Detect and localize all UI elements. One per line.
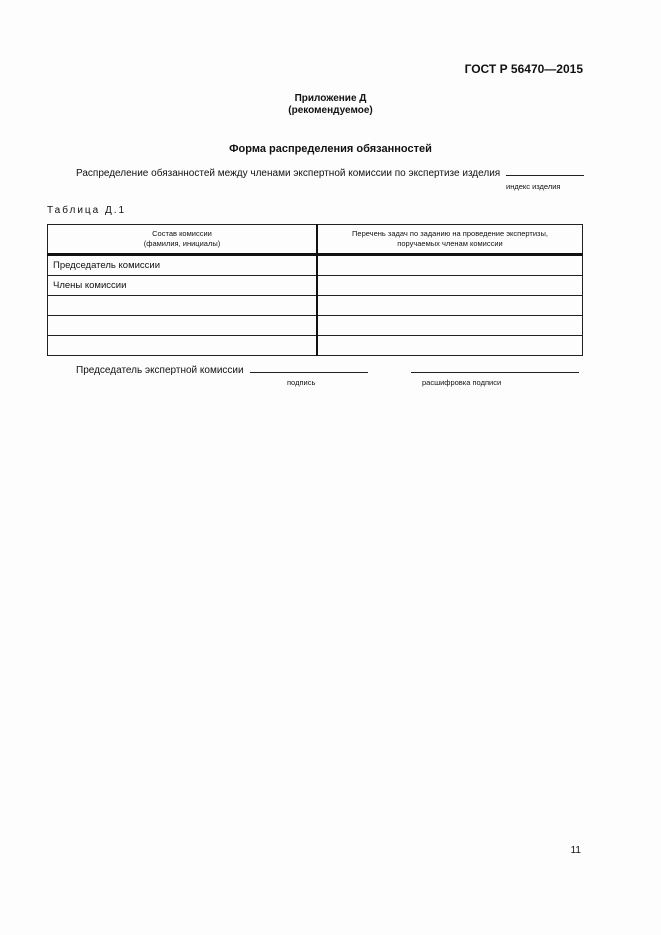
table-cell[interactable] bbox=[317, 255, 583, 276]
table-cell[interactable] bbox=[48, 316, 318, 336]
signature-label: Председатель экспертной комиссии bbox=[76, 365, 244, 376]
table-row bbox=[48, 276, 583, 296]
signature-line bbox=[76, 365, 579, 376]
table-row bbox=[48, 296, 583, 316]
product-index-caption: индекс изделия bbox=[506, 182, 561, 191]
intro-text: Распределение обязанностей между членами экспертной комиссии по экспертизе изделия bbox=[76, 168, 501, 179]
table-label: Таблица Д.1 bbox=[47, 205, 127, 216]
annex-heading bbox=[0, 93, 661, 117]
product-index-field[interactable] bbox=[506, 175, 584, 176]
page-number: 11 bbox=[570, 845, 581, 856]
annex-status: (рекомендуемое) bbox=[288, 105, 373, 116]
table-cell[interactable]: Члены комиссии bbox=[48, 276, 318, 296]
table-cell[interactable] bbox=[317, 276, 583, 296]
table-cell[interactable] bbox=[317, 336, 583, 356]
table-cell[interactable]: Председатель комиссии bbox=[48, 255, 318, 276]
intro-line bbox=[76, 168, 584, 179]
standard-designation: ГОСТ Р 56470—2015 bbox=[464, 62, 583, 76]
signature-decoding-field[interactable] bbox=[411, 372, 579, 373]
table-cell[interactable] bbox=[317, 316, 583, 336]
table-cell[interactable] bbox=[48, 296, 318, 316]
annex-title: Приложение Д bbox=[294, 93, 367, 104]
column-header-members: Состав комиссии (фамилия, инициалы) bbox=[48, 225, 318, 255]
signature-decoding-caption: расшифровка подписи bbox=[422, 378, 502, 387]
table-cell[interactable] bbox=[48, 336, 318, 356]
signature-caption: подпись bbox=[287, 378, 316, 387]
form-title: Форма распределения обязанностей bbox=[229, 143, 432, 155]
table-row bbox=[48, 255, 583, 276]
column-header-tasks: Перечень задач по заданию на проведение экспертизы, поручаемых членам комиссии bbox=[317, 225, 583, 255]
duties-table bbox=[47, 224, 583, 356]
table-row bbox=[48, 336, 583, 356]
table-cell[interactable] bbox=[317, 296, 583, 316]
signature-field[interactable] bbox=[250, 372, 368, 373]
table-row bbox=[48, 316, 583, 336]
table-header-row bbox=[48, 225, 583, 255]
